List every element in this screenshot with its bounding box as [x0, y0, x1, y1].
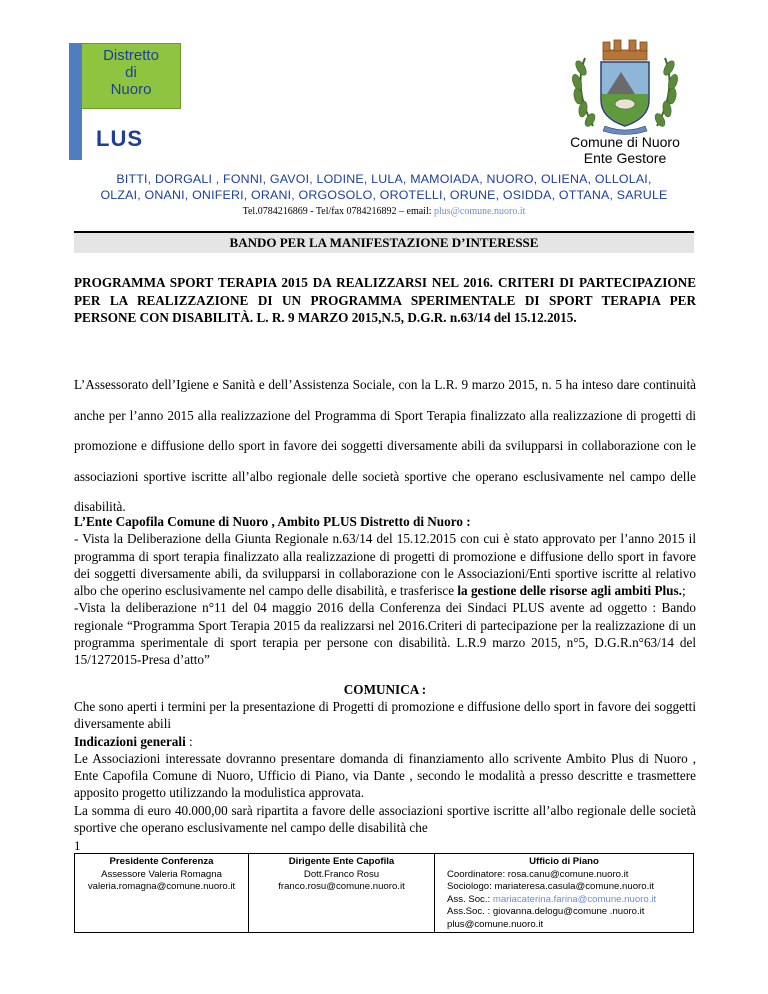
page-number: 1	[74, 838, 81, 853]
municipalities-list	[40, 171, 728, 203]
ente-item-1	[74, 530, 696, 599]
footer-col-presidente	[75, 854, 249, 932]
footer-col1-title: Presidente Conferenza	[109, 856, 214, 867]
comune-name	[530, 134, 720, 166]
document-subject: PROGRAMMA SPORT TERAPIA 2015 DA REALIZZARSI NEL 2016. CRITERI DI PARTECIPAZIONE PER LA REALIZZAZIONE DI UN PROGRAMMA SPERIMENTALE DI SPORT TERAPIA PER PERSONE CON DISABILITÀ. L. R. 9 MARZO 2015,N.5, D.G.R. n.63/14 del 15.12.2015.	[74, 275, 696, 325]
footer-col3-line3[interactable]	[447, 894, 693, 907]
footer-col3-lines	[435, 869, 693, 932]
logo-line3: Nuoro	[110, 81, 152, 98]
footer-col3-line3-value[interactable]: mariacaterina.farina@comune.nuoro.it	[492, 893, 657, 905]
ente-item-1-bold: la gestione delle risorse agli ambiti Plus.	[457, 583, 682, 599]
contact-email-link[interactable]: plus@comune.nuoro.it	[434, 206, 526, 217]
footer-col3-line5[interactable]: plus@comune.nuoro.it	[447, 918, 544, 930]
indicazioni-line	[74, 733, 696, 750]
comunica-heading: COMUNICA :	[343, 682, 427, 697]
ente-item-1-text: - Vista la Deliberazione della Giunta Regionale n.63/14 del 15.12.2015 con cui è stato approvato per l’anno 2015 il programma di sport terapia finalizzato alla realizzazione di progetti di promozione e diffusione dello sport in favore dei soggetti diversamente abili, da svilupparsi in collaborazione con le Associazioni/Enti sportive iscritte al relativo albo che operino esclusivamente nel campo delle disabilità, e trasferisce	[74, 531, 696, 599]
indicazioni-label: Indicazioni generali	[74, 733, 186, 749]
footer-col3-line3-label: Ass. Soc.:	[447, 893, 493, 905]
footer-col3-title: Ufficio di Piano	[529, 856, 599, 867]
footer-col2-title: Dirigente Ente Capofila	[288, 856, 395, 867]
comunica-section	[74, 698, 696, 836]
comune-name-line: Comune di Nuoro	[570, 134, 680, 150]
document-title: BANDO PER LA MANIFESTAZIONE D’INTERESSE	[74, 231, 694, 253]
ente-heading: L’Ente Capofila Comune di Nuoro , Ambito PLUS Distretto di Nuoro :	[74, 514, 471, 529]
plus-logo-lus: LUS	[96, 126, 143, 151]
footer-table	[74, 853, 694, 933]
indicazioni-colon: :	[185, 733, 193, 749]
footer-col2-email[interactable]: franco.rosu@comune.nuoro.it	[278, 881, 405, 892]
footer-col3-line2[interactable]: Sociologo: mariateresa.casula@comune.nuoro.it	[447, 881, 655, 892]
footer-col2-line1: Dott.Franco Rosu	[303, 868, 380, 880]
comunica-p3: La somma di euro 40.000,00 sarà ripartita a favore delle associazioni sportive iscritte all’albo regionale delle società sportive che operano esclusivamente nel campo delle disabilità che	[74, 802, 696, 836]
comune-crest-icon	[555, 38, 695, 138]
ente-item-2: -Vista la deliberazione n°11 del 04 maggio 2016 della Conferenza dei Sindaci PLUS avente ad oggetto : Bando regionale “Programma Sport Terapia 2015 da realizzarsi nel 2016.Criteri di partecipazione per la realizzazione di un programma sperimentale di sport terapia per persone con disabilità. L.R.9 marzo 2015, n°5, D.G.R.n°63/14 del 15/1272015-Presa d’atto”	[74, 600, 696, 668]
contact-line	[40, 206, 728, 217]
footer-col1-email[interactable]: valeria.romagna@comune.nuoro.it	[87, 881, 236, 892]
footer-col-ufficio	[435, 854, 693, 932]
ente-item-1-end: ;	[681, 583, 686, 599]
logo-line2: di	[125, 64, 137, 81]
ente-capofila-section	[74, 513, 696, 669]
comunica-p1: Che sono aperti i termini per la presentazione di Progetti di promozione e diffusione dello sport in favore dei soggetti diversamente abili	[74, 699, 696, 732]
contact-phones: Tel.0784216869 - Tel/fax 0784216892 – email:	[242, 206, 435, 217]
comunica-p2: Le Associazioni interessate dovranno presentare domanda di finanziamento allo scrivente Ambito Plus di Nuoro , Ente Capofila Comune di Nuoro, Ufficio di Piano, via Dante , secondo le modalità a presso descritte e trasmettere apposito progetto utilizzando la modulistica approvata.	[74, 750, 696, 801]
municipalities-line1: BITTI, DORGALI , FONNI, GAVOI, LODINE, LULA, MAMOIADA, NUORO, OLIENA, OLLOLAI,	[116, 172, 652, 186]
comune-role-line: Ente Gestore	[583, 150, 667, 166]
footer-col-dirigente	[249, 854, 435, 932]
intro-paragraph: L’Assessorato dell’Igiene e Sanità e dell’Assistenza Sociale, con la L.R. 9 marzo 2015, n. 5 ha inteso dare continuità anche per l’anno 2015 alla realizzazione del Programma di Sport Terapia finalizzato alla realizzazione di progetti di promozione e diffusione dello sport in favore dei soggetti diversamente abili da svilupparsi in collaborazione con le associazioni sportive iscritte all’albo regionale delle società sportive che operano esclusivamente nel campo delle disabilità.	[74, 377, 696, 514]
plus-logo-text	[81, 47, 181, 98]
footer-col1-line1: Assessore Valeria Romagna	[101, 868, 222, 880]
municipalities-line2: OLZAI, ONANI, ONIFERI, ORANI, ORGOSOLO, OROTELLI, ORUNE, OSIDDA, OTTANA, SARULE	[100, 188, 668, 202]
footer-col3-line4[interactable]: Ass.Soc. : giovanna.delogu@comune .nuoro.it	[447, 906, 645, 917]
logo-line1: Distretto	[103, 47, 159, 64]
footer-col3-line1[interactable]: Coordinatore: rosa.canu@comune.nuoro.it	[447, 868, 629, 880]
